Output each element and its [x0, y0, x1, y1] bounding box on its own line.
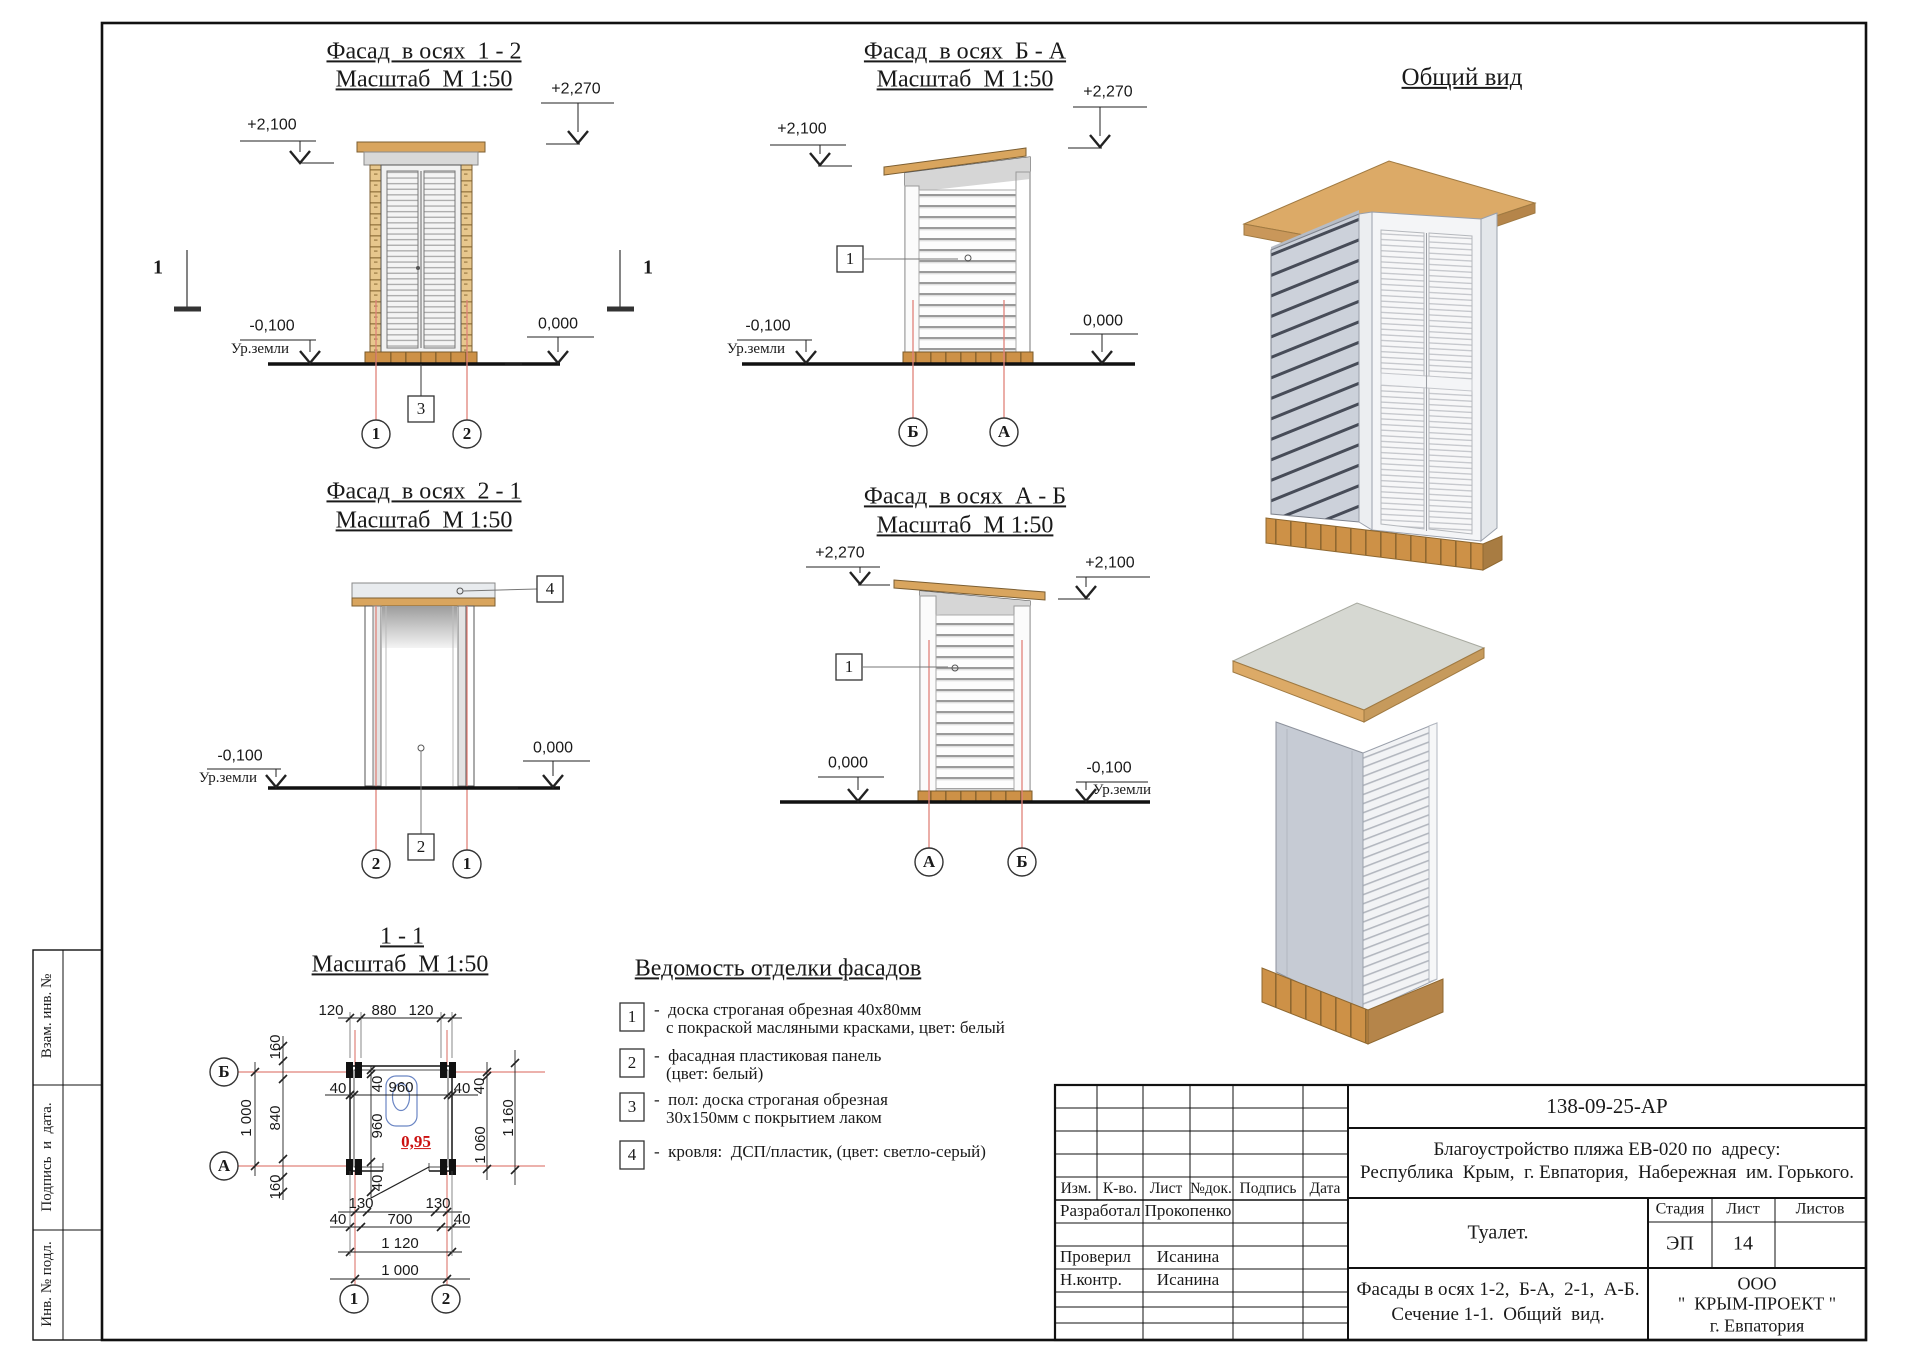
- elevation-mark-label: 0,000: [827, 754, 869, 772]
- stage-value: ЭП: [1666, 1232, 1694, 1255]
- finish-callout: 4: [545, 579, 555, 599]
- schedule-item-text: - кровля: ДСП/пластик, (цвет: светло-серый): [654, 1142, 986, 1162]
- elevation-mark-label: -0,100: [249, 317, 295, 335]
- signature-name: Исанина: [1156, 1270, 1220, 1290]
- axis-bubble-label: Б: [907, 422, 919, 442]
- dim-label: 40: [471, 1077, 489, 1095]
- facade21-title: Фасад в осях 2 - 1: [326, 478, 522, 505]
- section11-title: 1 - 1: [380, 923, 424, 950]
- ground-level-label: Ур.земли: [726, 341, 786, 358]
- schedule-item-num: 2: [627, 1053, 637, 1073]
- schedule-item-num: 4: [627, 1145, 637, 1165]
- room-area-label: 0,95: [401, 1132, 431, 1152]
- sheet-content: Сечение 1-1. Общий вид.: [1391, 1304, 1605, 1326]
- schedule-item-text: - пол: доска строганая обрезная: [654, 1090, 888, 1110]
- dim-label: 40: [369, 1174, 387, 1192]
- dim-label: 1 160: [500, 1099, 518, 1137]
- section-cut-label: 1: [153, 256, 163, 279]
- facade12-title: Фасад в осях 1 - 2: [326, 38, 522, 65]
- facade21-scale: Масштаб М 1:50: [335, 507, 513, 534]
- dim-label: 120: [408, 1002, 434, 1020]
- dim-label: 880: [371, 1002, 397, 1020]
- title-block-col-header: №док.: [1190, 1179, 1232, 1197]
- axis-bubble-label: А: [922, 852, 936, 872]
- title-block-col-header: Подпись: [1239, 1179, 1297, 1197]
- facadeBA-scale: Масштаб М 1:50: [876, 66, 1054, 93]
- section11-scale: Масштаб М 1:50: [311, 951, 489, 978]
- object-name: Туалет.: [1467, 1221, 1529, 1244]
- title-block-col-header: К-во.: [1102, 1179, 1138, 1197]
- sheet-number: 14: [1733, 1232, 1753, 1255]
- facade-BA-drawing: [737, 107, 1147, 446]
- project-address: Республика Крым, г. Евпатория, Набережная им. Горького.: [1360, 1162, 1854, 1184]
- signature-name: Исанина: [1156, 1247, 1220, 1267]
- elevation-mark-label: +2,100: [1085, 554, 1135, 572]
- sheets-header: Листов: [1795, 1200, 1845, 1218]
- signature-role: Разработал: [1060, 1201, 1141, 1221]
- margin-stamp-label: Инв. № подл.: [39, 1241, 56, 1327]
- ground-level-label: Ур.земли: [1092, 782, 1152, 799]
- elevation-mark-label: -0,100: [1086, 759, 1132, 777]
- title-block-col-header: Дата: [1309, 1179, 1341, 1197]
- company-city: г. Евпатория: [1709, 1315, 1805, 1336]
- schedule-item-num: 1: [627, 1007, 637, 1027]
- elevation-mark-label: 0,000: [532, 739, 574, 757]
- dim-label: 130: [348, 1195, 374, 1213]
- axis-bubble-label: 1: [371, 424, 381, 444]
- schedule-title: Ведомость отделки фасадов: [634, 955, 922, 982]
- sheet-content: Фасады в осях 1-2, Б-А, 2-1, А-Б.: [1356, 1279, 1640, 1301]
- signature-name: Прокопенко: [1144, 1201, 1232, 1221]
- elevation-mark-label: -0,100: [217, 747, 263, 765]
- dim-label: 960: [369, 1113, 387, 1139]
- finish-callout: 2: [416, 837, 426, 857]
- document-number: 138-09-25-АР: [1546, 1093, 1668, 1118]
- dim-label: 40: [329, 1080, 347, 1098]
- facade-1-2-drawing: [174, 103, 634, 448]
- stage-header: Стадия: [1655, 1200, 1705, 1218]
- axis-bubble-label: 1: [462, 854, 472, 874]
- general-view-render-front: [1244, 161, 1535, 570]
- schedule-item-text: - фасадная пластиковая панель: [654, 1046, 882, 1066]
- dim-label: 40: [453, 1080, 471, 1098]
- schedule-item-num: 3: [627, 1097, 637, 1117]
- dim-label: 960: [388, 1079, 414, 1097]
- facade12-scale: Масштаб М 1:50: [335, 66, 513, 93]
- dim-label: 40: [369, 1075, 387, 1093]
- sheet-header: Лист: [1726, 1200, 1760, 1218]
- facadeAB-title: Фасад в осях А - Б: [863, 483, 1067, 510]
- dim-label: 1 060: [472, 1126, 490, 1164]
- schedule-item-text: 30х150мм с покрытием лаком: [666, 1108, 882, 1128]
- axis-bubble-label: А: [217, 1156, 231, 1176]
- dim-label: 40: [453, 1211, 471, 1229]
- company-name: ООО: [1737, 1273, 1777, 1294]
- section-cut-label: 1: [643, 256, 653, 279]
- dim-label: 700: [387, 1211, 413, 1229]
- axis-bubble-label: 2: [462, 424, 472, 444]
- dim-label: 1 000: [381, 1262, 419, 1280]
- dim-label: 1 000: [238, 1099, 256, 1137]
- dim-label: 840: [267, 1105, 285, 1131]
- schedule-item-text: с покраской масляными красками, цвет: белый: [666, 1018, 1005, 1038]
- elevation-mark-label: +2,100: [777, 120, 827, 138]
- elevation-mark-label: +2,270: [1083, 83, 1133, 101]
- dim-label: 160: [267, 1034, 285, 1060]
- elevation-mark-label: +2,270: [815, 544, 865, 562]
- schedule-item-text: - доска строганая обрезная 40х80мм: [654, 1000, 922, 1020]
- finish-callout: 1: [844, 657, 854, 677]
- dim-label: 120: [318, 1002, 344, 1020]
- section-11-drawing: [210, 1012, 545, 1313]
- margin-stamp-label: Подпись и дата.: [39, 1102, 56, 1212]
- finish-callout: 1: [845, 249, 855, 269]
- dim-label: 130: [425, 1195, 451, 1213]
- dim-label: 40: [329, 1211, 347, 1229]
- ground-level-label: Ур.земли: [230, 341, 290, 358]
- facade-21-drawing: [207, 576, 590, 878]
- dim-label: 1 120: [381, 1235, 419, 1253]
- elevation-mark-label: -0,100: [745, 317, 791, 335]
- project-name: Благоустройство пляжа ЕВ-020 по адресу:: [1433, 1139, 1781, 1161]
- general-view-title: Общий вид: [1401, 63, 1523, 91]
- elevation-mark-label: +2,270: [551, 80, 601, 98]
- facadeBA-title: Фасад в осях Б - А: [863, 38, 1067, 65]
- elevation-mark-label: +2,100: [247, 116, 297, 134]
- elevation-mark-label: 0,000: [1082, 312, 1124, 330]
- finish-callout: 3: [416, 399, 426, 419]
- dim-label: 160: [267, 1174, 285, 1200]
- margin-stamp-label: Взам. инв. №: [39, 973, 56, 1059]
- axis-bubble-label: Б: [218, 1062, 230, 1082]
- facade-AB-drawing: [780, 567, 1150, 876]
- ground-level-label: Ур.земли: [198, 770, 258, 787]
- axis-bubble-label: 1: [349, 1289, 359, 1309]
- axis-bubble-label: 2: [441, 1289, 451, 1309]
- signature-role: Проверил: [1060, 1247, 1131, 1267]
- title-block-col-header: Изм.: [1060, 1179, 1092, 1197]
- facadeAB-scale: Масштаб М 1:50: [876, 512, 1054, 539]
- company-name: " КРЫМ-ПРОЕКТ ": [1677, 1293, 1837, 1314]
- axis-bubble-label: Б: [1016, 852, 1028, 872]
- schedule-item-text: (цвет: белый): [666, 1064, 764, 1084]
- elevation-mark-label: 0,000: [537, 315, 579, 333]
- general-view-render-back: [1233, 603, 1484, 1044]
- title-block-col-header: Лист: [1149, 1179, 1183, 1197]
- axis-bubble-label: 2: [371, 854, 381, 874]
- axis-bubble-label: А: [997, 422, 1011, 442]
- signature-role: Н.контр.: [1060, 1270, 1122, 1290]
